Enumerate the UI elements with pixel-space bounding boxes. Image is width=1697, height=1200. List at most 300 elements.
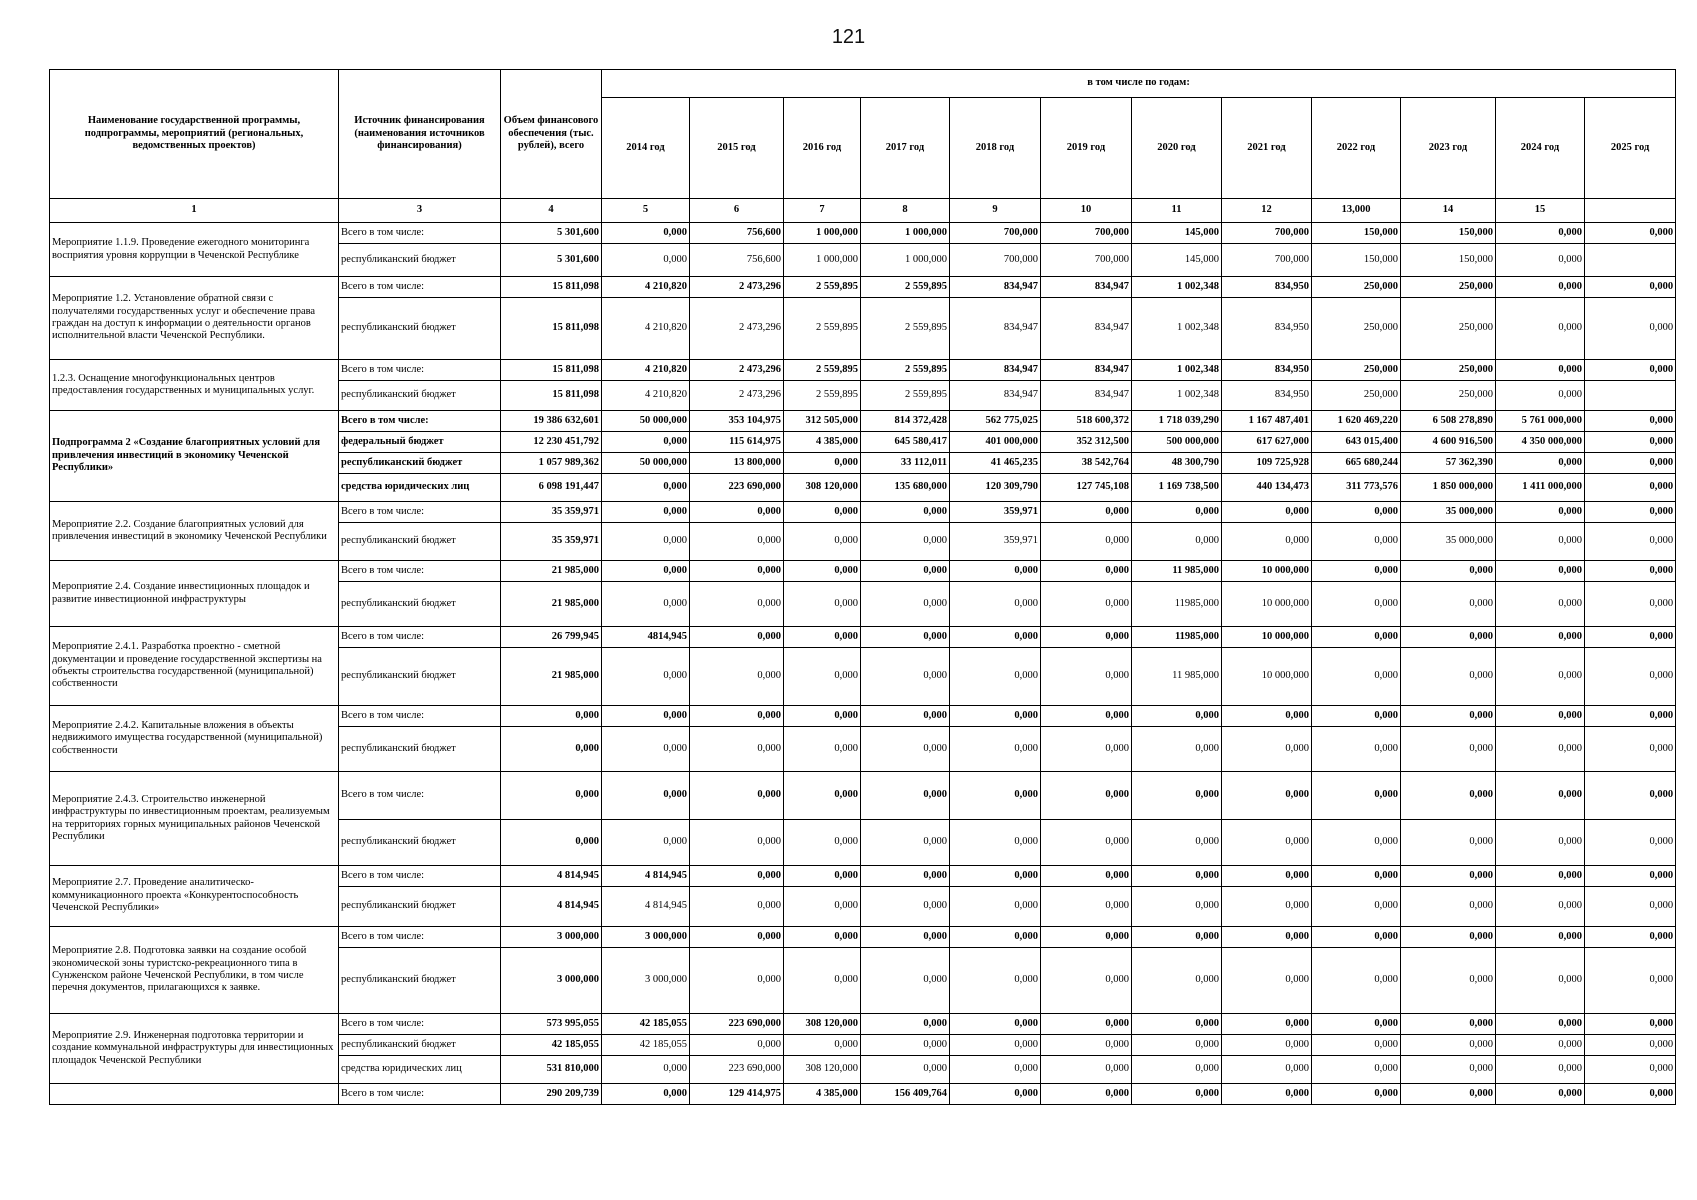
column-number: 1 — [50, 199, 339, 223]
year-value: 0,000 — [1496, 706, 1585, 727]
year-value: 0,000 — [861, 820, 950, 866]
year-value: 0,000 — [602, 727, 690, 772]
year-value: 0,000 — [1585, 523, 1676, 561]
funding-source: республиканский бюджет — [339, 244, 501, 277]
column-number: 11 — [1132, 199, 1222, 223]
year-value: 0,000 — [950, 820, 1041, 866]
year-value: 0,000 — [690, 706, 784, 727]
year-value: 0,000 — [1496, 298, 1585, 360]
year-value: 0,000 — [950, 1014, 1041, 1035]
year-value: 250,000 — [1312, 298, 1401, 360]
year-value: 0,000 — [1496, 866, 1585, 887]
year-value: 0,000 — [784, 523, 861, 561]
total-value: 4 814,945 — [501, 887, 602, 927]
total-value: 21 985,000 — [501, 582, 602, 627]
year-value: 0,000 — [1496, 820, 1585, 866]
year-value: 0,000 — [950, 927, 1041, 948]
total-value: 35 359,971 — [501, 502, 602, 523]
year-value: 150,000 — [1401, 223, 1496, 244]
header-year: 2023 год — [1401, 98, 1496, 199]
total-value: 15 811,098 — [501, 277, 602, 298]
year-value: 135 680,000 — [861, 474, 950, 502]
year-value: 0,000 — [1312, 627, 1401, 648]
year-value: 2 473,296 — [690, 381, 784, 411]
table-row — [50, 866, 1676, 887]
year-value: 0,000 — [1041, 502, 1132, 523]
year-value: 0,000 — [1312, 523, 1401, 561]
funding-source: Всего в том числе: — [339, 223, 501, 244]
year-value: 10 000,000 — [1222, 648, 1312, 706]
total-value: 290 209,739 — [501, 1084, 602, 1105]
year-value: 0,000 — [1312, 866, 1401, 887]
year-value: 0,000 — [1585, 1084, 1676, 1105]
year-value: 1 000,000 — [784, 223, 861, 244]
year-value: 0,000 — [602, 474, 690, 502]
year-value: 0,000 — [690, 866, 784, 887]
year-value: 0,000 — [1312, 772, 1401, 820]
year-value: 617 627,000 — [1222, 432, 1312, 453]
year-value: 0,000 — [1496, 523, 1585, 561]
year-value: 700,000 — [950, 244, 1041, 277]
year-value: 1 169 738,500 — [1132, 474, 1222, 502]
year-value: 0,000 — [1041, 927, 1132, 948]
funding-source: Всего в том числе: — [339, 627, 501, 648]
year-value: 0,000 — [1132, 1056, 1222, 1084]
year-value: 0,000 — [1496, 887, 1585, 927]
year-value: 223 690,000 — [690, 1014, 784, 1035]
year-value: 0,000 — [950, 772, 1041, 820]
year-value: 0,000 — [1585, 866, 1676, 887]
year-value: 0,000 — [1132, 866, 1222, 887]
year-value: 0,000 — [784, 706, 861, 727]
year-value: 500 000,000 — [1132, 432, 1222, 453]
year-value: 0,000 — [1496, 927, 1585, 948]
year-value: 562 775,025 — [950, 411, 1041, 432]
year-value: 0,000 — [861, 1035, 950, 1056]
total-value: 1 057 989,362 — [501, 453, 602, 474]
year-value: 0,000 — [1585, 627, 1676, 648]
year-value: 0,000 — [1041, 627, 1132, 648]
year-value: 0,000 — [1312, 727, 1401, 772]
funding-source: республиканский бюджет — [339, 1035, 501, 1056]
year-value: 0,000 — [950, 1084, 1041, 1105]
funding-source: средства юридических лиц — [339, 1056, 501, 1084]
year-value: 1 002,348 — [1132, 298, 1222, 360]
year-value: 6 508 278,890 — [1401, 411, 1496, 432]
year-value: 0,000 — [1312, 1056, 1401, 1084]
year-value: 250,000 — [1312, 381, 1401, 411]
year-value: 11 985,000 — [1132, 561, 1222, 582]
year-value: 0,000 — [784, 927, 861, 948]
year-value: 0,000 — [1401, 1056, 1496, 1084]
year-value: 0,000 — [1132, 706, 1222, 727]
year-value: 2 559,895 — [861, 360, 950, 381]
year-value: 0,000 — [784, 582, 861, 627]
year-value: 0,000 — [950, 1056, 1041, 1084]
year-value: 0,000 — [784, 648, 861, 706]
activity-name: Мероприятие 2.4.2. Капитальные вложения в объекты недвижимого имущества государственной (муниципальной) собственности — [50, 706, 339, 772]
year-value: 0,000 — [1132, 502, 1222, 523]
year-value: 0,000 — [1496, 1084, 1585, 1105]
year-value: 0,000 — [690, 1035, 784, 1056]
year-value: 359,971 — [950, 523, 1041, 561]
year-value: 700,000 — [1222, 244, 1312, 277]
year-value: 0,000 — [861, 927, 950, 948]
year-value: 0,000 — [784, 948, 861, 1014]
year-value: 0,000 — [1585, 927, 1676, 948]
activity-name: Мероприятие 2.4.1. Разработка проектно - сметной документации и проведение государственной экспертизы на объекты строительства государственной (муниципальной) собственности — [50, 627, 339, 706]
year-value: 150,000 — [1312, 223, 1401, 244]
year-value: 0,000 — [861, 582, 950, 627]
year-value: 33 112,011 — [861, 453, 950, 474]
year-value: 0,000 — [1496, 381, 1585, 411]
year-value: 0,000 — [1312, 887, 1401, 927]
year-value: 0,000 — [1401, 866, 1496, 887]
year-value: 0,000 — [1496, 453, 1585, 474]
year-value: 0,000 — [1585, 474, 1676, 502]
funding-source: республиканский бюджет — [339, 381, 501, 411]
total-value: 5 301,600 — [501, 223, 602, 244]
year-value: 35 000,000 — [1401, 502, 1496, 523]
year-value: 0,000 — [1496, 948, 1585, 1014]
year-value: 0,000 — [950, 887, 1041, 927]
year-value: 2 559,895 — [784, 360, 861, 381]
year-value: 0,000 — [1041, 582, 1132, 627]
year-value: 0,000 — [1585, 453, 1676, 474]
year-value: 0,000 — [1496, 1056, 1585, 1084]
year-value: 4 814,945 — [602, 887, 690, 927]
year-value: 50 000,000 — [602, 411, 690, 432]
year-value: 0,000 — [1041, 820, 1132, 866]
table-row — [50, 360, 1676, 381]
year-value: 834,950 — [1222, 277, 1312, 298]
year-value: 308 120,000 — [784, 474, 861, 502]
year-value: 0,000 — [1041, 523, 1132, 561]
year-value: 42 185,055 — [602, 1035, 690, 1056]
year-value: 0,000 — [602, 223, 690, 244]
year-value: 0,000 — [602, 582, 690, 627]
activity-name: Мероприятие 2.8. Подготовка заявки на создание особой экономической зоны туристско-рекреационного типа в Сунженском районе Чеченской Республики, в том числе перечня документов, прилагающихся к заявке. — [50, 927, 339, 1014]
year-value: 0,000 — [784, 866, 861, 887]
year-value: 0,000 — [1585, 360, 1676, 381]
header-year: 2014 год — [602, 98, 690, 199]
year-value: 0,000 — [1585, 887, 1676, 927]
total-value: 6 098 191,447 — [501, 474, 602, 502]
year-value: 0,000 — [1041, 561, 1132, 582]
year-value: 308 120,000 — [784, 1014, 861, 1035]
year-value: 50 000,000 — [602, 453, 690, 474]
year-value: 4 350 000,000 — [1496, 432, 1585, 453]
year-value: 0,000 — [1401, 948, 1496, 1014]
year-value: 0,000 — [1222, 523, 1312, 561]
year-value: 2 473,296 — [690, 360, 784, 381]
year-value: 352 312,500 — [1041, 432, 1132, 453]
activity-name: Мероприятие 1.2. Установление обратной связи с получателями государственных услуг и обеспечение права граждан на доступ к информации о деятельности органов исполнительной власти Чеченской Республики. — [50, 277, 339, 360]
year-value: 0,000 — [602, 244, 690, 277]
year-value: 0,000 — [1585, 432, 1676, 453]
year-value: 308 120,000 — [784, 1056, 861, 1084]
funding-source: Всего в том числе: — [339, 360, 501, 381]
year-value: 834,947 — [1041, 360, 1132, 381]
year-value: 0,000 — [1401, 582, 1496, 627]
header-by-years: в том числе по годам: — [602, 70, 1676, 98]
year-value: 0,000 — [1312, 706, 1401, 727]
page-number: 121 — [831, 26, 866, 48]
activity-name: Мероприятие 1.1.9. Проведение ежегодного мониторинга восприятия уровня коррупции в Чеченской Республике — [50, 223, 339, 277]
total-value: 21 985,000 — [501, 561, 602, 582]
year-value: 0,000 — [1585, 502, 1676, 523]
year-value: 0,000 — [690, 582, 784, 627]
year-value: 0,000 — [690, 887, 784, 927]
year-value: 150,000 — [1312, 244, 1401, 277]
year-value: 0,000 — [1312, 648, 1401, 706]
year-value: 0,000 — [1132, 727, 1222, 772]
year-value: 0,000 — [1132, 1084, 1222, 1105]
activity-name: Подпрограмма 2 «Создание благоприятных условий для привлечения инвестиций в экономику Чеченской Республики» — [50, 411, 339, 502]
year-value: 0,000 — [1132, 772, 1222, 820]
year-value: 0,000 — [861, 627, 950, 648]
funding-source: республиканский бюджет — [339, 948, 501, 1014]
year-value: 0,000 — [1312, 820, 1401, 866]
year-value: 0,000 — [1222, 1035, 1312, 1056]
year-value: 1 850 000,000 — [1401, 474, 1496, 502]
year-value: 4 210,820 — [602, 381, 690, 411]
year-value: 0,000 — [861, 706, 950, 727]
year-value: 0,000 — [1496, 502, 1585, 523]
year-value: 0,000 — [784, 1035, 861, 1056]
year-value: 665 680,244 — [1312, 453, 1401, 474]
activity-name: 1.2.3. Оснащение многофункциональных центров предоставления государственных и муниципальных услуг. — [50, 360, 339, 411]
total-value: 3 000,000 — [501, 948, 602, 1014]
year-value: 0,000 — [861, 648, 950, 706]
activity-name: Мероприятие 2.7. Проведение аналитическо-коммуникационного проекта «Конкурентоспособность Чеченской Республики» — [50, 866, 339, 927]
total-value: 3 000,000 — [501, 927, 602, 948]
year-value: 0,000 — [1585, 648, 1676, 706]
column-number: 10 — [1041, 199, 1132, 223]
funding-source: республиканский бюджет — [339, 582, 501, 627]
year-value: 0,000 — [1222, 1056, 1312, 1084]
year-value: 700,000 — [950, 223, 1041, 244]
year-value: 0,000 — [784, 453, 861, 474]
year-value: 250,000 — [1401, 381, 1496, 411]
year-value: 0,000 — [602, 706, 690, 727]
table-row — [50, 1014, 1676, 1035]
year-value: 0,000 — [1585, 582, 1676, 627]
year-value: 2 559,895 — [861, 277, 950, 298]
year-value: 10 000,000 — [1222, 561, 1312, 582]
column-number: 14 — [1401, 199, 1496, 223]
year-value: 0,000 — [1496, 277, 1585, 298]
year-value: 0,000 — [1041, 706, 1132, 727]
header-year: 2021 год — [1222, 98, 1312, 199]
column-number — [1585, 199, 1676, 223]
year-value: 35 000,000 — [1401, 523, 1496, 561]
year-value: 0,000 — [1401, 1014, 1496, 1035]
total-value: 0,000 — [501, 706, 602, 727]
year-value: 700,000 — [1222, 223, 1312, 244]
year-value: 0,000 — [602, 1056, 690, 1084]
funding-source: Всего в том числе: — [339, 411, 501, 432]
table-row — [50, 1084, 1676, 1105]
year-value: 0,000 — [1041, 866, 1132, 887]
year-value: 0,000 — [1312, 582, 1401, 627]
year-value: 1 411 000,000 — [1496, 474, 1585, 502]
year-value — [1585, 244, 1676, 277]
year-value: 0,000 — [1132, 523, 1222, 561]
year-value: 1 620 469,220 — [1312, 411, 1401, 432]
total-value: 15 811,098 — [501, 298, 602, 360]
funding-source: Всего в том числе: — [339, 561, 501, 582]
year-value: 0,000 — [1222, 948, 1312, 1014]
year-value: 440 134,473 — [1222, 474, 1312, 502]
year-value: 0,000 — [1585, 1014, 1676, 1035]
year-value: 127 745,108 — [1041, 474, 1132, 502]
year-value: 0,000 — [1496, 648, 1585, 706]
funding-source: Всего в том числе: — [339, 1014, 501, 1035]
total-value: 35 359,971 — [501, 523, 602, 561]
year-value: 1 002,348 — [1132, 277, 1222, 298]
column-number: 4 — [501, 199, 602, 223]
year-value: 109 725,928 — [1222, 453, 1312, 474]
year-value: 0,000 — [861, 1014, 950, 1035]
total-value: 15 811,098 — [501, 381, 602, 411]
year-value: 0,000 — [1222, 866, 1312, 887]
funding-source: Всего в том числе: — [339, 1084, 501, 1105]
column-number: 5 — [602, 199, 690, 223]
year-value: 0,000 — [602, 1084, 690, 1105]
year-value: 0,000 — [1401, 887, 1496, 927]
header-source: Источник финансирования (наименования источников финансирования) — [339, 70, 501, 199]
year-value: 0,000 — [784, 772, 861, 820]
header-year: 2024 год — [1496, 98, 1585, 199]
year-value: 11985,000 — [1132, 582, 1222, 627]
year-value: 0,000 — [1222, 820, 1312, 866]
year-value: 0,000 — [1496, 727, 1585, 772]
year-value: 2 559,895 — [861, 381, 950, 411]
year-value: 0,000 — [1496, 244, 1585, 277]
year-value: 11 985,000 — [1132, 648, 1222, 706]
year-value: 0,000 — [690, 820, 784, 866]
year-value: 250,000 — [1312, 360, 1401, 381]
year-value: 223 690,000 — [690, 474, 784, 502]
year-value: 0,000 — [950, 706, 1041, 727]
year-value: 0,000 — [1585, 1035, 1676, 1056]
year-value: 0,000 — [690, 502, 784, 523]
year-value: 834,947 — [950, 298, 1041, 360]
year-value: 0,000 — [1041, 1035, 1132, 1056]
year-value: 0,000 — [950, 1035, 1041, 1056]
year-value: 643 015,400 — [1312, 432, 1401, 453]
year-value: 10 000,000 — [1222, 582, 1312, 627]
year-value: 0,000 — [1585, 1056, 1676, 1084]
year-value: 0,000 — [1222, 887, 1312, 927]
year-value: 11985,000 — [1132, 627, 1222, 648]
year-value: 0,000 — [1585, 277, 1676, 298]
year-value: 0,000 — [1312, 561, 1401, 582]
total-value: 531 810,000 — [501, 1056, 602, 1084]
total-value: 12 230 451,792 — [501, 432, 602, 453]
year-value: 0,000 — [1312, 1035, 1401, 1056]
year-value: 0,000 — [1132, 1035, 1222, 1056]
year-value: 0,000 — [1041, 648, 1132, 706]
financing-table — [49, 69, 1676, 1105]
funding-source: республиканский бюджет — [339, 820, 501, 866]
year-value: 1 000,000 — [784, 244, 861, 277]
funding-source: Всего в том числе: — [339, 706, 501, 727]
year-value: 2 559,895 — [861, 298, 950, 360]
year-value: 0,000 — [1401, 1035, 1496, 1056]
year-value: 0,000 — [690, 948, 784, 1014]
year-value: 1 718 039,290 — [1132, 411, 1222, 432]
year-value: 0,000 — [1496, 1014, 1585, 1035]
year-value: 756,600 — [690, 223, 784, 244]
table-body — [50, 223, 1676, 1105]
year-value: 0,000 — [1496, 772, 1585, 820]
total-value: 21 985,000 — [501, 648, 602, 706]
year-value: 145,000 — [1132, 223, 1222, 244]
year-value: 0,000 — [784, 727, 861, 772]
year-value: 0,000 — [1401, 561, 1496, 582]
total-value: 573 995,055 — [501, 1014, 602, 1035]
year-value: 0,000 — [1312, 1014, 1401, 1035]
year-value: 0,000 — [1041, 1056, 1132, 1084]
year-value: 834,950 — [1222, 298, 1312, 360]
year-value: 10 000,000 — [1222, 627, 1312, 648]
year-value: 250,000 — [1401, 277, 1496, 298]
year-value: 0,000 — [602, 502, 690, 523]
year-value: 834,950 — [1222, 360, 1312, 381]
table-row — [50, 277, 1676, 298]
year-value: 0,000 — [861, 727, 950, 772]
year-value: 0,000 — [1041, 772, 1132, 820]
year-value: 2 473,296 — [690, 277, 784, 298]
year-value: 0,000 — [861, 523, 950, 561]
header-year: 2017 год — [861, 98, 950, 199]
year-value: 0,000 — [950, 561, 1041, 582]
year-value: 5 761 000,000 — [1496, 411, 1585, 432]
header-year: 2020 год — [1132, 98, 1222, 199]
year-value: 0,000 — [1041, 1014, 1132, 1035]
column-number: 3 — [339, 199, 501, 223]
year-value: 115 614,975 — [690, 432, 784, 453]
year-value: 250,000 — [1401, 360, 1496, 381]
header-year: 2025 год — [1585, 98, 1676, 199]
total-value: 15 811,098 — [501, 360, 602, 381]
year-value: 700,000 — [1041, 223, 1132, 244]
year-value: 0,000 — [1401, 627, 1496, 648]
activity-name: Мероприятие 2.2. Создание благоприятных условий для привлечения инвестиций в экономику Чеченской Республики — [50, 502, 339, 561]
year-value: 0,000 — [1401, 727, 1496, 772]
total-value: 0,000 — [501, 820, 602, 866]
year-value: 0,000 — [1496, 1035, 1585, 1056]
year-value: 0,000 — [861, 502, 950, 523]
year-value: 3 000,000 — [602, 927, 690, 948]
table-row — [50, 223, 1676, 244]
year-value: 700,000 — [1041, 244, 1132, 277]
activity-name — [50, 1084, 339, 1105]
total-value: 0,000 — [501, 772, 602, 820]
year-value: 2 559,895 — [784, 277, 861, 298]
year-value: 0,000 — [1401, 772, 1496, 820]
column-number: 8 — [861, 199, 950, 223]
year-value: 0,000 — [861, 561, 950, 582]
year-value: 1 000,000 — [861, 244, 950, 277]
year-value: 0,000 — [602, 648, 690, 706]
total-value: 19 386 632,601 — [501, 411, 602, 432]
year-value: 834,947 — [950, 360, 1041, 381]
year-value: 0,000 — [784, 820, 861, 866]
year-value: 4 385,000 — [784, 432, 861, 453]
